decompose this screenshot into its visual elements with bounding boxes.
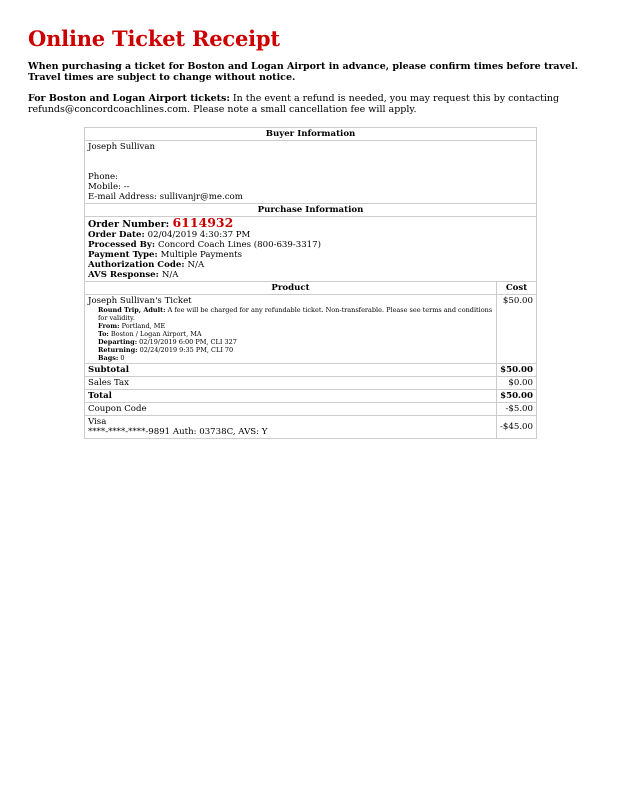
visa-payment-row bbox=[85, 416, 537, 439]
buyer-mobile: Mobile: -- bbox=[88, 182, 130, 192]
order-number: 6114932 bbox=[172, 215, 234, 230]
trip-departing bbox=[98, 338, 493, 346]
buyer-phone: Phone: bbox=[88, 172, 119, 182]
buyer-name: Joseph Sullivan bbox=[88, 142, 156, 152]
product-title: Joseph Sullivan's Ticket bbox=[88, 296, 192, 306]
auth-code-line bbox=[88, 260, 533, 270]
refund-label: For Boston and Logan Airport tickets: bbox=[28, 93, 230, 104]
ticket-type-text: A fee will be charged for any refundable ticket. Non-transferable. Please see terms and conditions for validity. bbox=[98, 306, 493, 322]
returning-label: Returning: bbox=[98, 346, 138, 354]
refund-note bbox=[28, 93, 590, 115]
payment-type-line bbox=[88, 250, 533, 260]
from-label: From: bbox=[98, 322, 120, 330]
product-details bbox=[85, 295, 497, 364]
sales-tax-label: Sales Tax bbox=[85, 377, 497, 390]
avs-line bbox=[88, 270, 533, 280]
ticket-type bbox=[98, 306, 493, 322]
processed-by-line bbox=[88, 240, 533, 250]
order-number-line bbox=[88, 215, 533, 230]
total-label: Total bbox=[85, 390, 497, 403]
order-date-label: Order Date: bbox=[88, 230, 148, 240]
to-label: To: bbox=[98, 330, 109, 338]
to-value: Boston / Logan Airport, MA bbox=[108, 330, 202, 338]
processed-by-label: Processed By: bbox=[88, 240, 158, 250]
cost-header: Cost bbox=[497, 282, 537, 295]
product-cost: $50.00 bbox=[497, 295, 537, 364]
sales-tax-row bbox=[85, 377, 537, 390]
purchase-info-header: Purchase Information bbox=[85, 204, 537, 217]
auth-code: N/A bbox=[187, 260, 205, 270]
purchase-info bbox=[85, 217, 537, 282]
total-value: $50.00 bbox=[497, 390, 537, 403]
coupon-row bbox=[85, 403, 537, 416]
departing-label: Departing: bbox=[98, 338, 138, 346]
subtotal-row bbox=[85, 364, 537, 377]
order-number-label: Order Number: bbox=[88, 219, 173, 230]
trip-bags bbox=[98, 354, 493, 362]
total-row bbox=[85, 390, 537, 403]
refund-text: In the event a refund is needed, you may request this by contacting refunds@concordcoachlines.com. Please note a small cancellation fee will apply. bbox=[28, 93, 560, 115]
visa-detail: ****-****-****-9891 Auth: 03738C, AVS: Y bbox=[88, 427, 268, 437]
travel-warning: When purchasing a ticket for Boston and Logan Airport in advance, please confirm times before travel. Travel times are subject to change without notice. bbox=[28, 61, 579, 83]
visa-value: -$45.00 bbox=[497, 416, 537, 439]
avs-label: AVS Response: bbox=[88, 270, 162, 280]
buyer-info-header: Buyer Information bbox=[85, 128, 537, 141]
page-title: Online Ticket Receipt bbox=[28, 26, 280, 51]
payment-type: Multiple Payments bbox=[160, 250, 243, 260]
trip-returning bbox=[98, 346, 493, 354]
from-value: Portland, ME bbox=[119, 322, 166, 330]
sales-tax-value: $0.00 bbox=[497, 377, 537, 390]
subtotal-label: Subtotal bbox=[85, 364, 497, 377]
ticket-type-label: Round Trip, Adult: bbox=[98, 306, 166, 314]
visa-payment bbox=[85, 416, 497, 439]
avs-response: N/A bbox=[161, 270, 179, 280]
buyer-info bbox=[85, 141, 537, 204]
order-date-line bbox=[88, 230, 533, 240]
receipt-table bbox=[84, 127, 537, 439]
subtotal-value: $50.00 bbox=[497, 364, 537, 377]
bags-value: 0 bbox=[118, 354, 125, 362]
coupon-value: -$5.00 bbox=[497, 403, 537, 416]
coupon-label: Coupon Code bbox=[85, 403, 497, 416]
trip-from bbox=[98, 322, 493, 330]
product-header: Product bbox=[85, 282, 497, 295]
auth-code-label: Authorization Code: bbox=[88, 260, 188, 270]
processed-by: Concord Coach Lines (800-639-3317) bbox=[158, 240, 321, 250]
returning-value: 02/24/2019 9:35 PM, CLI 70 bbox=[137, 346, 234, 354]
departing-value: 02/19/2019 6:00 PM, CLI 327 bbox=[137, 338, 237, 346]
order-date: 02/04/2019 4:30:37 PM bbox=[147, 230, 251, 240]
visa-label: Visa bbox=[88, 417, 107, 427]
payment-type-label: Payment Type: bbox=[88, 250, 161, 260]
product-row bbox=[85, 295, 537, 364]
buyer-email: E-mail Address: sullivanjr@me.com bbox=[88, 192, 243, 202]
trip-to bbox=[98, 330, 493, 338]
bags-label: Bags: bbox=[98, 354, 119, 362]
